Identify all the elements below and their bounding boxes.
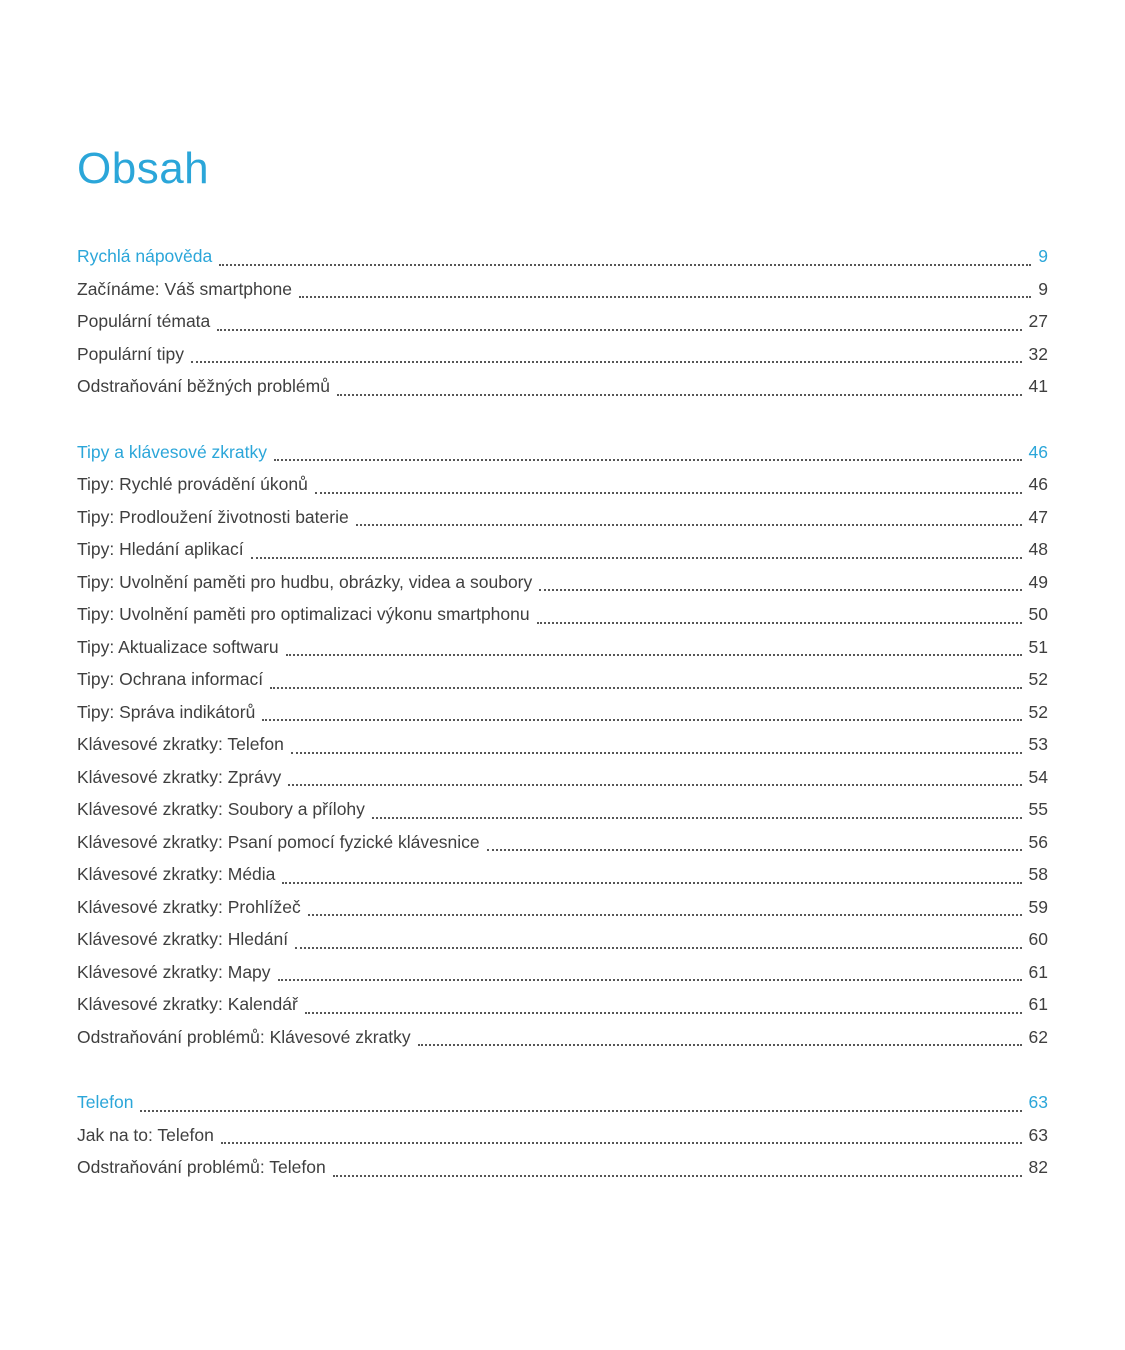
toc-entry[interactable] (77, 1119, 1048, 1152)
toc-page-number: 9 (1038, 246, 1048, 267)
toc-dot-leader (286, 654, 1022, 656)
toc-dot-leader (356, 524, 1022, 526)
toc-page-number: 58 (1028, 864, 1048, 885)
toc-page-number: 53 (1028, 734, 1048, 755)
toc-dot-leader (372, 817, 1022, 819)
toc-entry-label: Tipy: Ochrana informací (77, 669, 264, 690)
toc-entry[interactable] (77, 826, 1048, 859)
toc-entry-label: Populární tipy (77, 343, 185, 364)
toc-dot-leader (282, 882, 1021, 884)
toc-entry[interactable] (77, 663, 1048, 696)
toc-entry[interactable] (77, 273, 1048, 306)
toc-page-number: 60 (1028, 929, 1048, 950)
toc-entry[interactable] (77, 988, 1048, 1021)
toc-entry-label: Telefon (77, 1092, 134, 1113)
toc-page-number: 46 (1028, 474, 1048, 495)
toc-dot-leader (418, 1044, 1022, 1046)
toc-entry-label: Tipy: Aktualizace softwaru (77, 636, 279, 657)
toc-entry-label: Klávesové zkratky: Prohlížeč (77, 896, 301, 917)
toc-section-header[interactable] (77, 240, 1048, 273)
toc-entry-label: Tipy: Uvolnění paměti pro optimalizaci výkonu smartphonu (77, 604, 530, 625)
toc-entry[interactable] (77, 793, 1048, 826)
toc-entry-label: Tipy: Uvolnění paměti pro hudbu, obrázky, videa a soubory (77, 571, 533, 592)
toc-entry[interactable] (77, 305, 1048, 338)
toc-entry[interactable] (77, 370, 1048, 403)
toc-entry[interactable] (77, 891, 1048, 924)
toc-entry[interactable] (77, 1151, 1048, 1184)
toc-entry[interactable] (77, 1021, 1048, 1054)
toc-page-number: 52 (1028, 669, 1048, 690)
toc-entry[interactable] (77, 468, 1048, 501)
toc-entry[interactable] (77, 858, 1048, 891)
toc-page-number: 41 (1028, 376, 1048, 397)
toc-entry-label: Odstraňování problémů: Telefon (77, 1157, 326, 1178)
toc-dot-leader (251, 557, 1022, 559)
toc-entry-label: Začínáme: Váš smartphone (77, 278, 292, 299)
toc-entry-label: Klávesové zkratky: Zprávy (77, 766, 282, 787)
toc-page-number: 82 (1028, 1157, 1048, 1178)
toc-entry[interactable] (77, 923, 1048, 956)
toc-entry-label: Tipy a klávesové zkratky (77, 441, 267, 462)
toc-dot-leader (299, 296, 1031, 298)
toc-entry-label: Rychlá nápověda (77, 246, 213, 267)
toc-section-header[interactable] (77, 436, 1048, 469)
toc-dot-leader (221, 1142, 1022, 1144)
toc-entry-label: Tipy: Rychlé provádění úkonů (77, 474, 308, 495)
toc-page-number: 27 (1028, 311, 1048, 332)
toc-page-number: 51 (1028, 636, 1048, 657)
toc-dot-leader (333, 1175, 1022, 1177)
toc-page-number: 63 (1028, 1092, 1048, 1113)
toc-entry[interactable] (77, 761, 1048, 794)
toc-page-number: 47 (1028, 506, 1048, 527)
toc-dot-leader (537, 622, 1022, 624)
toc-page-number: 55 (1028, 799, 1048, 820)
toc-page-number: 9 (1038, 278, 1048, 299)
toc-entry-label: Odstraňování problémů: Klávesové zkratky (77, 1026, 411, 1047)
toc-section (77, 240, 1048, 403)
toc-entry-label: Tipy: Správa indikátorů (77, 701, 256, 722)
toc-entry-label: Populární témata (77, 311, 211, 332)
toc-dot-leader (278, 979, 1022, 981)
toc-dot-leader (219, 264, 1031, 266)
toc-page-number: 59 (1028, 896, 1048, 917)
toc-entry-label: Klávesové zkratky: Média (77, 864, 276, 885)
toc-page-number: 54 (1028, 766, 1048, 787)
toc-entry[interactable] (77, 338, 1048, 371)
toc-page-number: 61 (1028, 994, 1048, 1015)
toc-dot-leader (262, 719, 1021, 721)
toc-entry[interactable] (77, 501, 1048, 534)
toc-page-number: 63 (1028, 1124, 1048, 1145)
toc-dot-leader (191, 361, 1022, 363)
toc-dot-leader (291, 752, 1022, 754)
page-title: Obsah (77, 144, 210, 193)
toc-entry[interactable] (77, 598, 1048, 631)
toc-list (77, 240, 1048, 1184)
toc-dot-leader (140, 1110, 1021, 1112)
toc-entry[interactable] (77, 728, 1048, 761)
toc-page-number: 48 (1028, 539, 1048, 560)
toc-dot-leader (315, 492, 1022, 494)
toc-dot-leader (539, 589, 1021, 591)
toc-page-number: 49 (1028, 571, 1048, 592)
toc-page-number: 56 (1028, 831, 1048, 852)
toc-entry[interactable] (77, 956, 1048, 989)
toc-entry-label: Tipy: Hledání aplikací (77, 539, 244, 560)
toc-page-number: 32 (1028, 343, 1048, 364)
toc-entry[interactable] (77, 533, 1048, 566)
toc-page-number: 50 (1028, 604, 1048, 625)
toc-entry[interactable] (77, 631, 1048, 664)
toc-entry-label: Klávesové zkratky: Psaní pomocí fyzické klávesnice (77, 831, 480, 852)
toc-entry-label: Klávesové zkratky: Soubory a přílohy (77, 799, 365, 820)
toc-page-number: 52 (1028, 701, 1048, 722)
toc-dot-leader (295, 947, 1021, 949)
toc-entry-label: Tipy: Prodloužení životnosti baterie (77, 506, 349, 527)
toc-dot-leader (308, 914, 1022, 916)
toc-dot-leader (270, 687, 1021, 689)
toc-section (77, 436, 1048, 1054)
toc-entry-label: Jak na to: Telefon (77, 1124, 214, 1145)
toc-dot-leader (274, 459, 1022, 461)
toc-dot-leader (288, 784, 1021, 786)
toc-page-number: 62 (1028, 1026, 1048, 1047)
toc-dot-leader (487, 849, 1022, 851)
toc-section-header[interactable] (77, 1086, 1048, 1119)
toc-entry-label: Klávesové zkratky: Telefon (77, 734, 284, 755)
toc-entry-label: Klávesové zkratky: Mapy (77, 961, 271, 982)
toc-entry-label: Klávesové zkratky: Kalendář (77, 994, 298, 1015)
toc-dot-leader (217, 329, 1021, 331)
toc-section (77, 1086, 1048, 1184)
toc-entry[interactable] (77, 566, 1048, 599)
toc-page-number: 46 (1028, 441, 1048, 462)
toc-entry[interactable] (77, 696, 1048, 729)
toc-entry-label: Odstraňování běžných problémů (77, 376, 330, 397)
toc-dot-leader (337, 394, 1022, 396)
toc-page-number: 61 (1028, 961, 1048, 982)
toc-dot-leader (305, 1012, 1022, 1014)
toc-entry-label: Klávesové zkratky: Hledání (77, 929, 289, 950)
